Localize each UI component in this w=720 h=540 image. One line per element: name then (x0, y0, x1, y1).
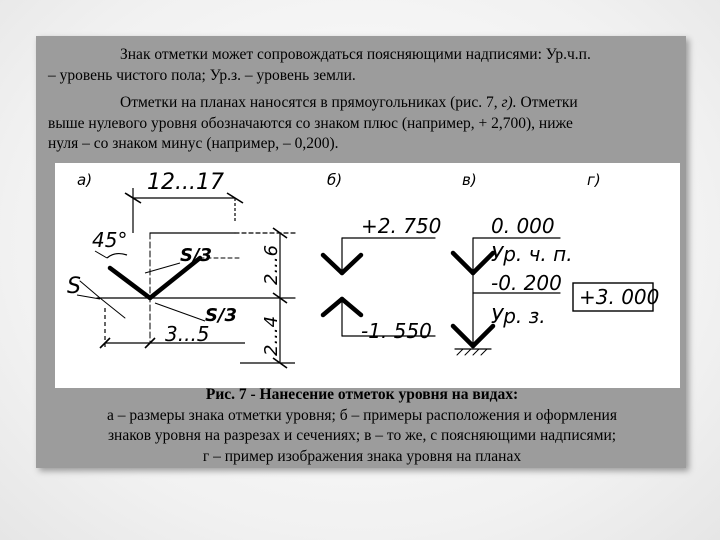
b-lower-value: -1. 550 (361, 319, 432, 343)
p2-line2: выше нулевого уровня обозначаются со знаком плюс (например, + 2,700), ниже (48, 114, 573, 132)
level-mark-b-upper (323, 238, 435, 273)
panel-a-letter: а) (77, 171, 93, 189)
caption-line-3: г – пример изображения знака уровня на планах (202, 447, 522, 465)
figure-7-drawing (55, 163, 680, 388)
caption-line-1: а – размеры знака отметки уровня; б – примеры расположения и оформления (107, 406, 617, 424)
v-label-1: Ур. ч. п. (491, 242, 573, 266)
panel-b-letter: б) (327, 171, 343, 189)
p1-line2: – уровень чистого пола; Ур.з. – уровень земли. (48, 66, 356, 84)
caption-title: Рис. 7 - Нанесение отметок уровня на видах: (205, 386, 519, 403)
paragraph-level-notes (48, 45, 670, 86)
g-box-value: +3. 000 (579, 285, 660, 309)
panel-v-letter: в) (462, 171, 477, 189)
top-dim-text: 12...17 (147, 170, 224, 195)
angle-text: 45° (92, 228, 128, 252)
s3-lower: S/3 (205, 305, 238, 326)
vert-dim-lower: 2...4 (261, 315, 282, 356)
p2-line3: нуля – со знаком минус (например, – 0,200). (48, 135, 339, 152)
p1-line1: Знак отметки может сопровождаться поясняющими надписями: Ур.ч.п. (120, 46, 591, 63)
v-value-1: 0. 000 (491, 214, 555, 238)
p2-line1-a: Отметки на планах наносятся в прямоугольниках (рис. 7, (120, 94, 502, 111)
symbol-s: S (67, 274, 81, 299)
level-mark-v-lower (453, 293, 493, 355)
s3-upper: S/3 (180, 245, 213, 266)
bottom-dim-text: 3...5 (165, 322, 210, 346)
v-value-2: -0. 200 (491, 271, 562, 295)
caption-line-2: знаков уровня на разрезах и сечениях; в – то же, с поясняющими надписями; (107, 427, 617, 444)
level-marks-svg (55, 163, 680, 388)
s3-lower-leader (155, 303, 205, 321)
figure-caption (48, 385, 676, 467)
panel-g-letter: г) (587, 171, 601, 189)
vert-dim-upper: 2...6 (261, 244, 282, 285)
p2-line1-em: г). (501, 94, 517, 111)
angle-arc (107, 254, 127, 258)
p2-line1-b: Отметки (516, 94, 578, 111)
b-upper-value: +2. 750 (361, 214, 442, 238)
v-label-2: Ур. з. (491, 304, 546, 328)
paragraph-plan-marks (48, 93, 670, 155)
angle-leader (95, 251, 107, 258)
